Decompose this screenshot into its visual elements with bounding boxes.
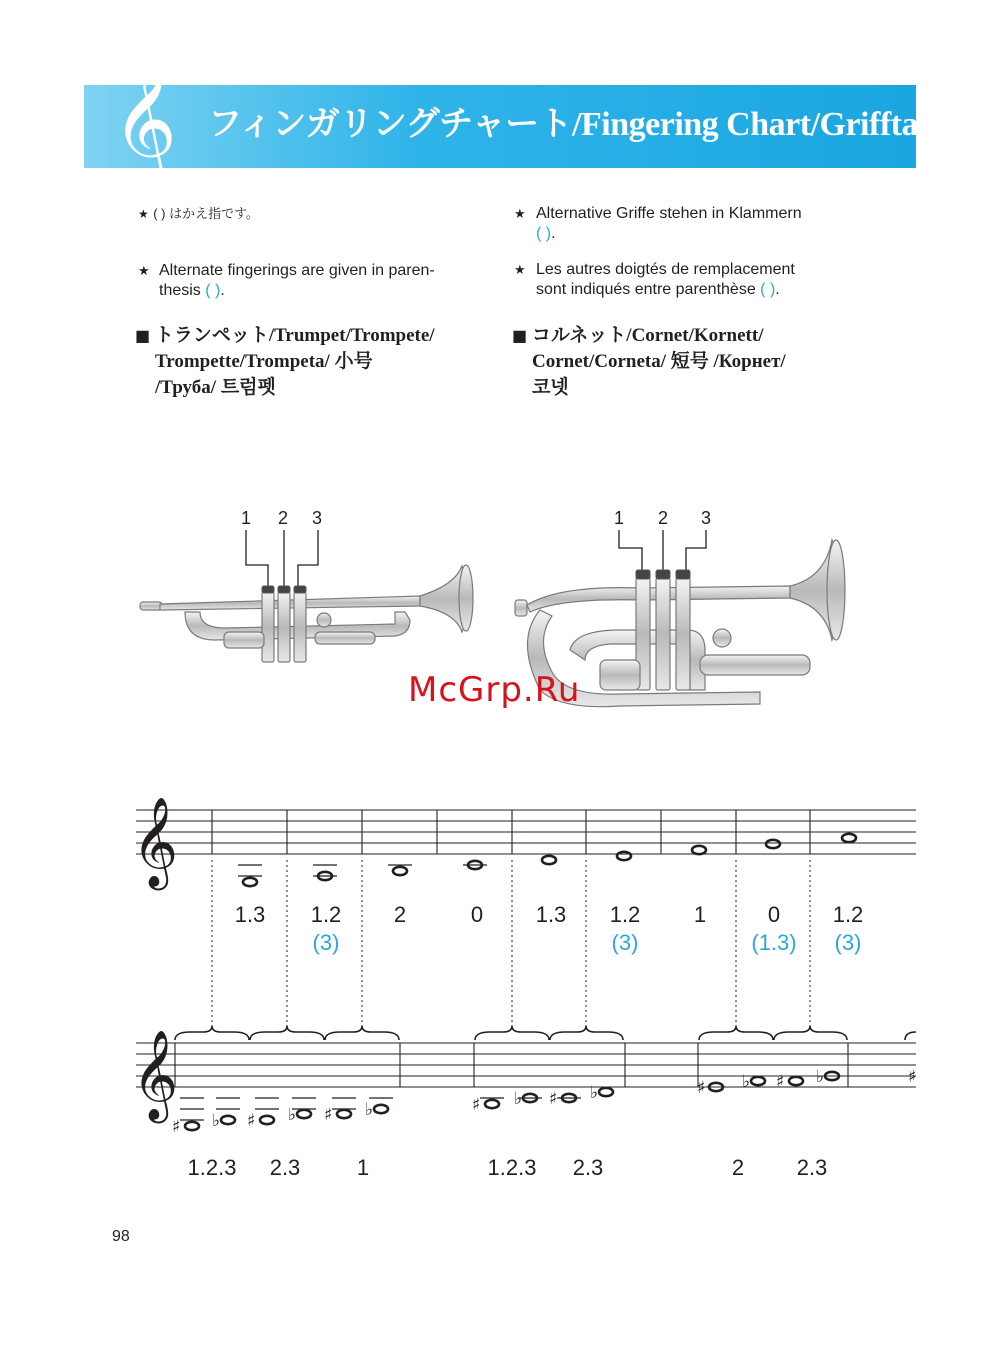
cornet-valve-1: 1 <box>614 508 625 528</box>
treble-clef-icon: 𝄞 <box>132 797 179 887</box>
cornet-heading: ■ コルネット/Cornet/Kornett/ Cornet/Corneta/ 短号 /Корнет/ 코넷 <box>512 325 786 398</box>
svg-text:♭: ♭ <box>212 1111 221 1131</box>
fingering-upper-6: 1.2 <box>609 902 641 927</box>
cornet-valve-2: 2 <box>658 508 669 528</box>
star-icon: ★ <box>514 262 526 277</box>
fingering-lower-1: 1.2.3 <box>187 1155 237 1180</box>
svg-text:♯: ♯ <box>549 1089 558 1109</box>
svg-text:♯: ♯ <box>472 1095 481 1115</box>
fingering-lower-2: 2.3 <box>269 1155 301 1180</box>
treble-clef-icon: 𝄞 <box>112 54 178 182</box>
svg-text:♯: ♯ <box>172 1117 181 1137</box>
note-french: ★ Les autres doigtés de remplacement sont indiqués entre parenthèse ( ). <box>514 261 795 298</box>
svg-text:♭: ♭ <box>514 1089 523 1109</box>
svg-text:♯: ♯ <box>247 1111 256 1131</box>
trumpet-valve-2: 2 <box>278 508 289 528</box>
svg-text:♭: ♭ <box>816 1067 825 1087</box>
svg-text:♯: ♯ <box>697 1078 706 1098</box>
fingering-upper-7: 1 <box>693 902 707 927</box>
trumpet-heading: ■ トランペット/Trumpet/Trompete/ Trompette/Trompeta/ 小号 /Труба/ 트럼펫 <box>135 325 435 398</box>
cornet-valve-3: 3 <box>701 508 712 528</box>
note-japanese: ★ ( ) はかえ指です。 <box>138 206 260 221</box>
alternate-fingering-2: (3) <box>312 930 340 955</box>
fingering-upper-2: 1.2 <box>310 902 342 927</box>
page-title: フィンガリングチャート/Fingering Chart/Grifftabelle/ <box>208 106 993 143</box>
watermark: McGrp.Ru <box>408 670 581 710</box>
fingering-upper-4: 0 <box>470 902 484 927</box>
star-icon: ★ <box>138 263 150 278</box>
alternate-fingering-6: (3) <box>611 930 639 955</box>
svg-text:♭: ♭ <box>365 1100 374 1120</box>
svg-text:♭: ♭ <box>590 1083 599 1103</box>
fingering-upper-3: 2 <box>393 902 407 927</box>
alternate-fingering-9: (3) <box>834 930 862 955</box>
svg-text:♯: ♯ <box>908 1067 917 1087</box>
fingering-lower-4: 1.2.3 <box>487 1155 537 1180</box>
note-english: ★ Alternate fingerings are given in paren- thesis ( ). <box>138 262 435 299</box>
fingering-lower-3: 1 <box>356 1155 370 1180</box>
svg-text:♯: ♯ <box>324 1105 333 1125</box>
fingering-upper-9: 1.2 <box>832 902 864 927</box>
svg-text:♭: ♭ <box>288 1105 297 1125</box>
fingering-lower-6: 2 <box>731 1155 745 1180</box>
fingering-upper-8: 0 <box>767 902 781 927</box>
trumpet-valve-1: 1 <box>241 508 252 528</box>
trumpet-valve-3: 3 <box>312 508 323 528</box>
svg-text:♯: ♯ <box>776 1072 785 1092</box>
square-bullet-icon: ■ <box>512 326 528 345</box>
note-german: ★ Alternative Griffe stehen in Klammern ( ). <box>514 205 802 242</box>
fingering-lower-7: 2.3 <box>796 1155 828 1180</box>
square-bullet-icon: ■ <box>135 326 151 345</box>
star-icon: ★ <box>514 206 526 221</box>
svg-text:♭: ♭ <box>742 1072 751 1092</box>
alternate-fingering-8: (1.3) <box>751 930 797 955</box>
fingering-lower-5: 2.3 <box>572 1155 604 1180</box>
fingering-upper-5: 1.3 <box>535 902 567 927</box>
fingering-upper-1: 1.3 <box>234 902 266 927</box>
page-number: 98 <box>112 1228 130 1245</box>
star-icon: ★ <box>138 207 149 221</box>
treble-clef-icon: 𝄞 <box>132 1030 179 1120</box>
